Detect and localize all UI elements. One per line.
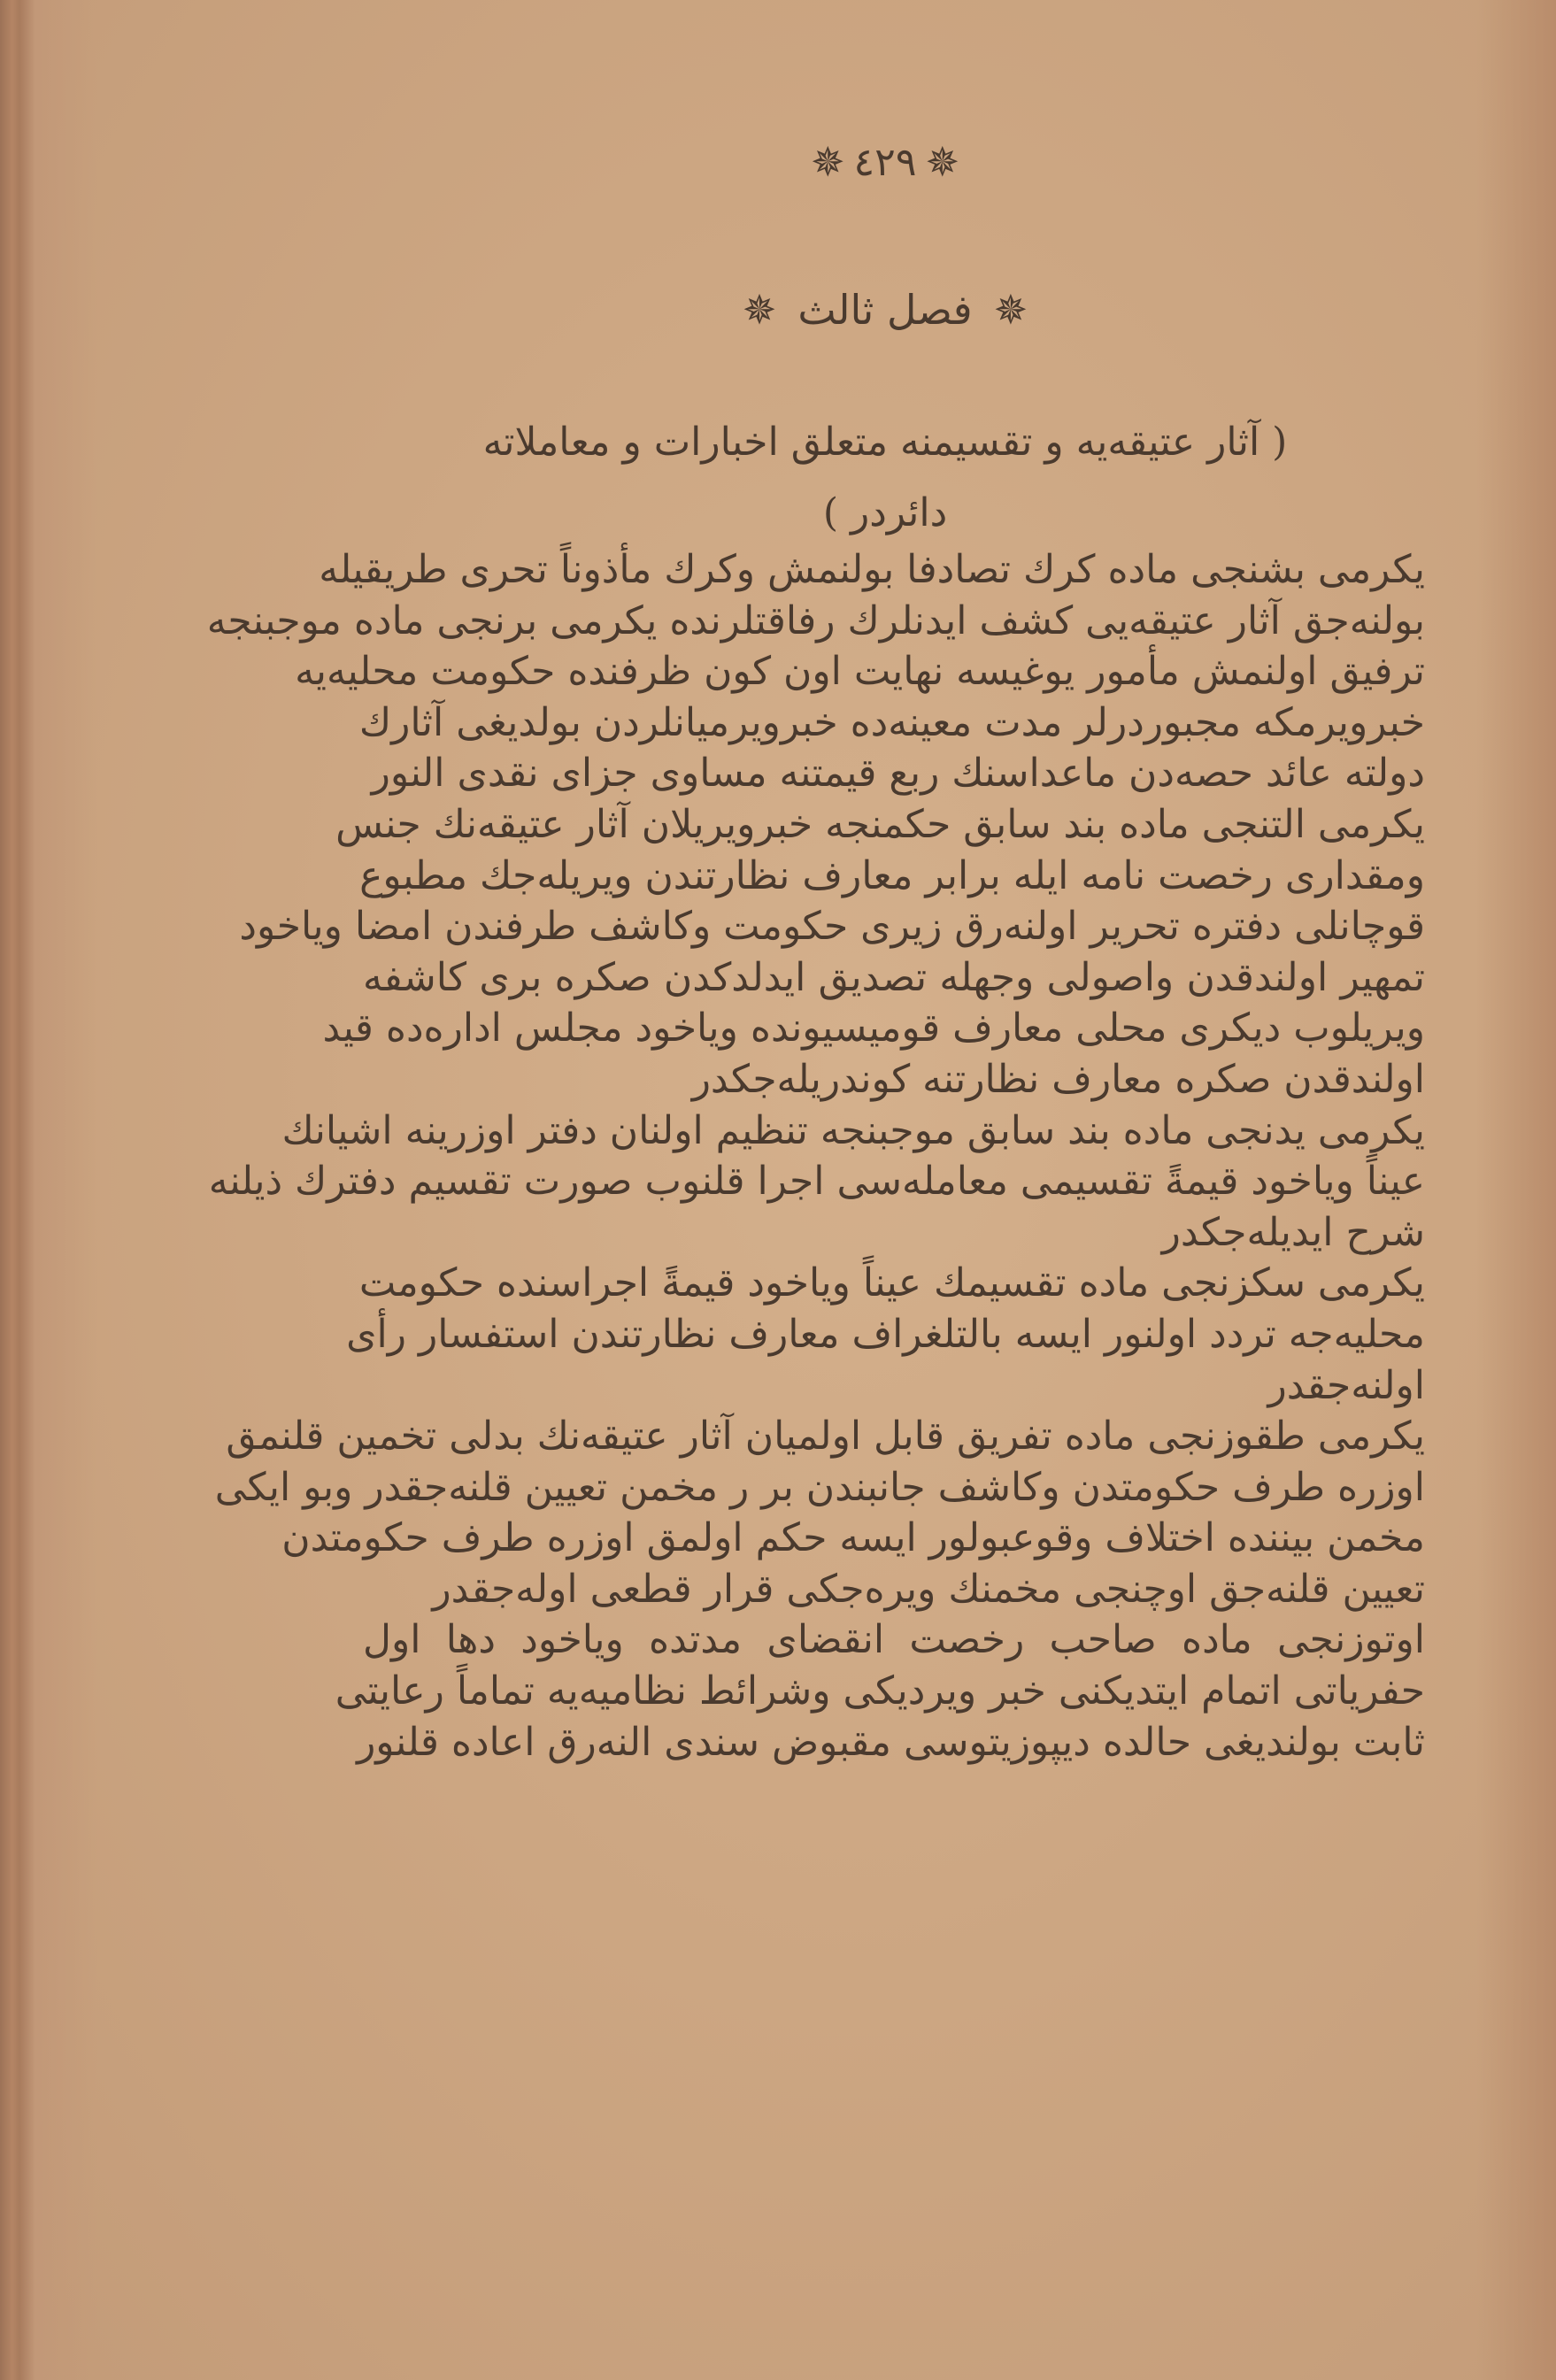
chapter-title (726, 274, 1044, 345)
text-line: عیناً ویاخود قیمةً تقسیمی معامله‌سی اجرا قلنوب صورت تقسیم دفترك ذیلنه (208, 1159, 1425, 1205)
text-line: یکرمی سکزنجی ماده تقسیمك عیناً ویاخود قیمةً اجراسنده حکومت (358, 1260, 1425, 1306)
text-line: تعیین قلنه‌جق اوچنجی مخمنك ویره‌جکی قرار قطعی اوله‌جقدر (432, 1566, 1425, 1612)
page-number (797, 131, 974, 193)
section-subtitle: ( آثار عتیقه‌یه و تقسیمنه متعلق اخبارات و معاملاته دائردر ) (482, 420, 1288, 535)
text-line: بولنه‌جق آثار عتیقه‌یی کشف ایدنلرك رفاقتلرنده یکرمی برنجی ماده موجبنجه (206, 597, 1425, 643)
text-line: دولته عائد حصه‌دن ماعداسنك ربع قیمتنه مساوی جزای نقدی النور (371, 751, 1425, 797)
text-line: یکرمی یدنجی ماده بند سابق موجبنجه تنظیم اولنان دفتر اوزرینه اشیانك (281, 1107, 1425, 1153)
text-line: اوتوزنجی ماده صاحب رخصت انقضای مدتده ویاخود دها اول (363, 1617, 1425, 1663)
ornament-icon: ✵ (925, 138, 959, 186)
text-line: ویریلوب دیکری محلی معارف قومیسیونده ویاخود مجلس اداره‌ده قید (322, 1005, 1425, 1051)
text-line: اوزره طرف حکومتدن وکاشف جانبندن بر ر مخمن تعیین قلنه‌جقدر وبو ایکی (214, 1464, 1425, 1510)
text-line: یکرمی طقوزنجی ماده تفریق قابل اولمیان آثار عتیقه‌نك بدلی تخمین قلنمق (226, 1413, 1425, 1460)
text-line: مخمن بیننده اختلاف وقوعبولور ایسه حکم اولمق اوزره طرف حکومتدن (281, 1515, 1425, 1561)
text-line: شرح ایدیله‌جکدر (1161, 1209, 1425, 1255)
text-line: ومقداری رخصت نامه ایله برابر معارف نظارتندن ویریله‌جك مطبوع (359, 852, 1425, 898)
text-line: تمهیر اولندقدن واصولی وجهله تصدیق ایدلدکدن صکره بری کاشفه (363, 954, 1425, 1000)
text-line: ترفیق اولنمش مأمور یوغیسه نهایت اون کون ظرفنده حکومت محلیه‌یه (295, 649, 1425, 695)
text-line: خبرویرمکه مجبوردرلر مدت معینه‌ده خبرویرمیانلردن بولدیغی آثارك (358, 699, 1425, 745)
text-line: حفریاتی اتمام ایتدیکنی خبر ویردیکی وشرائط نظامیه‌یه تماماً رعایتی (335, 1668, 1425, 1714)
ornament-icon: ✵ (993, 286, 1028, 334)
ornament-icon: ✵ (742, 286, 777, 334)
text-line: قوچانلی دفتره تحریر اولنه‌رق زیری حکومت وکاشف طرفندن امضا ویاخود (239, 904, 1425, 950)
body-text (206, 544, 1425, 1768)
text-line: یکرمی بشنجی ماده کرك تصادفا بولنمش وکرك مأذوناً تحری طریقیله (319, 547, 1425, 592)
text-line: یکرمی التنجی ماده بند سابق حکمنجه خبرویریلان آثار عتیقه‌نك جنس (335, 801, 1425, 847)
text-line: اولندقدن صکره معارف نظارتنه کوندریله‌جکدر (691, 1056, 1425, 1102)
page-number-text: ٤٢٩ (853, 139, 917, 185)
chapter-title-text: فصل ثالث (797, 286, 973, 334)
text-line: محلیه‌جه تردد اولنور ایسه بالتلغراف معارف نظارتندن استفسار رأی (346, 1311, 1425, 1357)
text-line: ثابت بولندیغی حالده دیپوزیتوسی مقبوض سندی النه‌رق اعاده قلنور (357, 1719, 1425, 1765)
ornament-icon: ✵ (811, 138, 845, 186)
text-line: اولنه‌جقدر (1267, 1362, 1425, 1408)
